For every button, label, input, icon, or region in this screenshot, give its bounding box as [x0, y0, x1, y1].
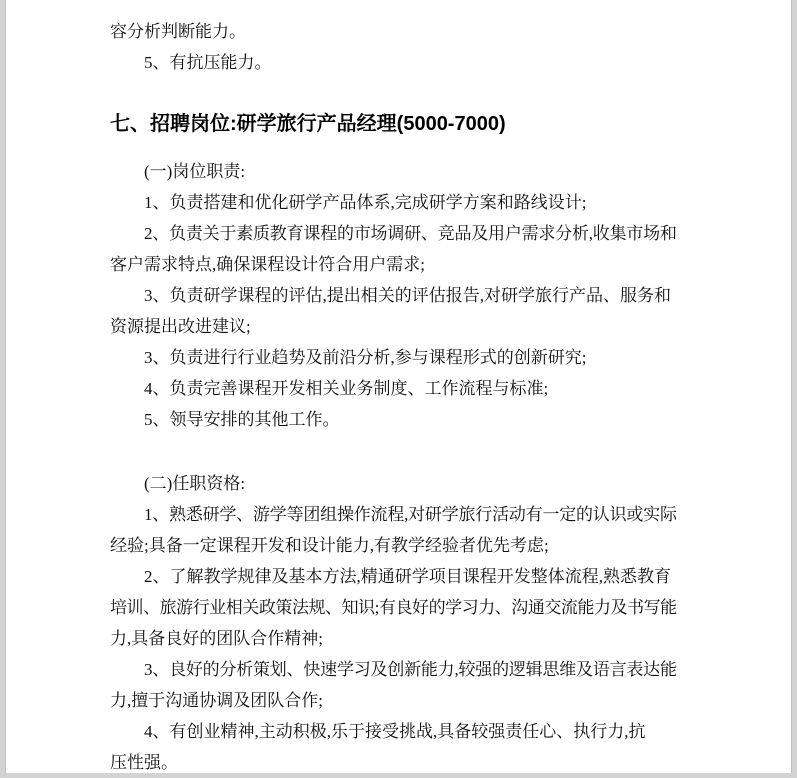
- text-line: 3、良好的分析策划、快速学习及创新能力,较强的逻辑思维及语言表达能: [144, 660, 677, 679]
- document-text-column: [110, 16, 677, 778]
- text-line: 力,擅于沟通协调及团队合作;: [110, 691, 323, 710]
- text-line: 3、负责进行行业趋势及前沿分析,参与课程形式的创新研究;: [144, 348, 587, 367]
- text-line: 1、负责搭建和优化研学产品体系,完成研学方案和路线设计;: [144, 193, 587, 212]
- text-line: (一)岗位职责:: [144, 162, 246, 181]
- text-line: 客户需求特点,确保课程设计符合用户需求;: [110, 255, 425, 274]
- text-line: 5、领导安排的其他工作。: [144, 410, 340, 429]
- text-line: 压性强。: [110, 753, 178, 772]
- text-line: 1、熟悉研学、游学等团组操作流程,对研学旅行活动有一定的认识或实际: [144, 505, 677, 524]
- text-line: 3、负责研学课程的评估,提出相关的评估报告,对研学旅行产品、服务和: [144, 286, 671, 305]
- text-line: 培训、旅游行业相关政策法规、知识;有良好的学习力、沟通交流能力及书写能: [110, 598, 677, 617]
- text-line: 5、有抗压能力。: [144, 53, 272, 72]
- text-line: 2、负责关于素质教育课程的市场调研、竞品及用户需求分析,收集市场和: [144, 224, 677, 243]
- text-line: 力,具备良好的团队合作精神;: [110, 629, 323, 648]
- document-page[interactable]: [5, 0, 792, 773]
- section-heading: 七、招聘岗位:研学旅行产品经理(5000-7000): [110, 113, 506, 135]
- viewer-background-right: [792, 0, 797, 773]
- text-line: (二)任职资格:: [144, 474, 246, 493]
- text-line: 2、了解教学规律及基本方法,精通研学项目课程开发整体流程,熟悉教育: [144, 567, 671, 586]
- text-line: 4、负责完善课程开发相关业务制度、工作流程与标准;: [144, 379, 549, 398]
- text-line: 4、有创业精神,主动积极,乐于接受挑战,具备较强责任心、执行力,抗: [144, 722, 646, 741]
- text-line: 经验;具备一定课程开发和设计能力,有教学经验者优先考虑;: [110, 536, 549, 555]
- text-line: 资源提出改进建议;: [110, 317, 251, 336]
- text-line: 容分析判断能力。: [110, 22, 246, 41]
